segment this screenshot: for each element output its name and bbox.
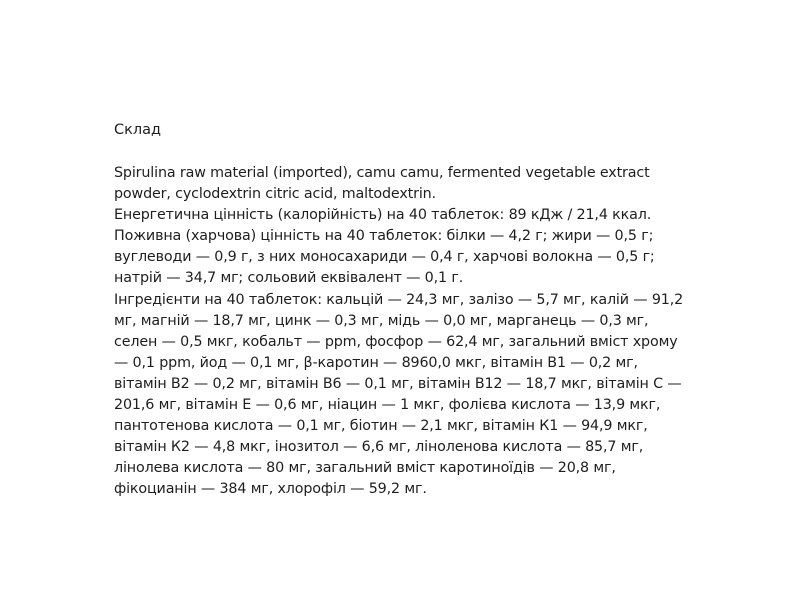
composition-section — [114, 119, 694, 501]
section-title: Склад — [114, 122, 162, 138]
nutritional-value-paragraph: Поживна (харчова) цінність на 40 таблеток: білки — 4,2 г; жири — 0,5 г; вуглеводи — 0,9 г, з них моносахариди — 0,4 г, харчові волокна — 0,5 г; натрій — 34,7 мг; сольовий еквівалент — 0,1 г. — [114, 228, 655, 287]
micronutrients-paragraph: Інгредієнти на 40 таблеток: кальцій — 24,3 мг, залізо — 5,7 мг, калій — 91,2 мг, магній — 18,7 мг, цинк — 0,3 мг, мідь — 0,0 мг, марганець — 0,3 мг, селен — 0,5 мкг, кобальт — ppm, фосфор — 62,4 мг, загальний вміст хрому — 0,1 ppm, йод — 0,1 мг, β-каротин — 8960,0 мкг, вітамін В1 — 0,2 мг, вітамін В2 — 0,2 мг, вітамін В6 — 0,1 мг, вітамін В12 — 18,7 мкг, вітамін С — 201,6 мг, вітамін Е — 0,6 мг, ніацин — 1 мкг, фолієва кислота — 13,9 мкг, пантотенова кислота — 0,1 мг, біотин — 2,1 мкг, вітамін К1 — 94,9 мкг, вітамін К2 — 4,8 мкг, інозитол — 6,6 мг, ліноленова кислота — 85,7 мг, лінолева кислота — 80 мг, загальний вміст каротиноїдів — 20,8 мг, фікоцианін — 384 мг, хлорофіл — 59,2 мг. — [114, 291, 684, 498]
energy-value-paragraph: Енергетична цінність (калорійність) на 40 таблеток: 89 кДж / 21,4 ккал. — [114, 207, 652, 224]
ingredients-paragraph: Spirulina raw material (imported), camu camu, fermented vegetable extract powder, cyclodextrin citric acid, maltodextrin. — [114, 165, 650, 203]
